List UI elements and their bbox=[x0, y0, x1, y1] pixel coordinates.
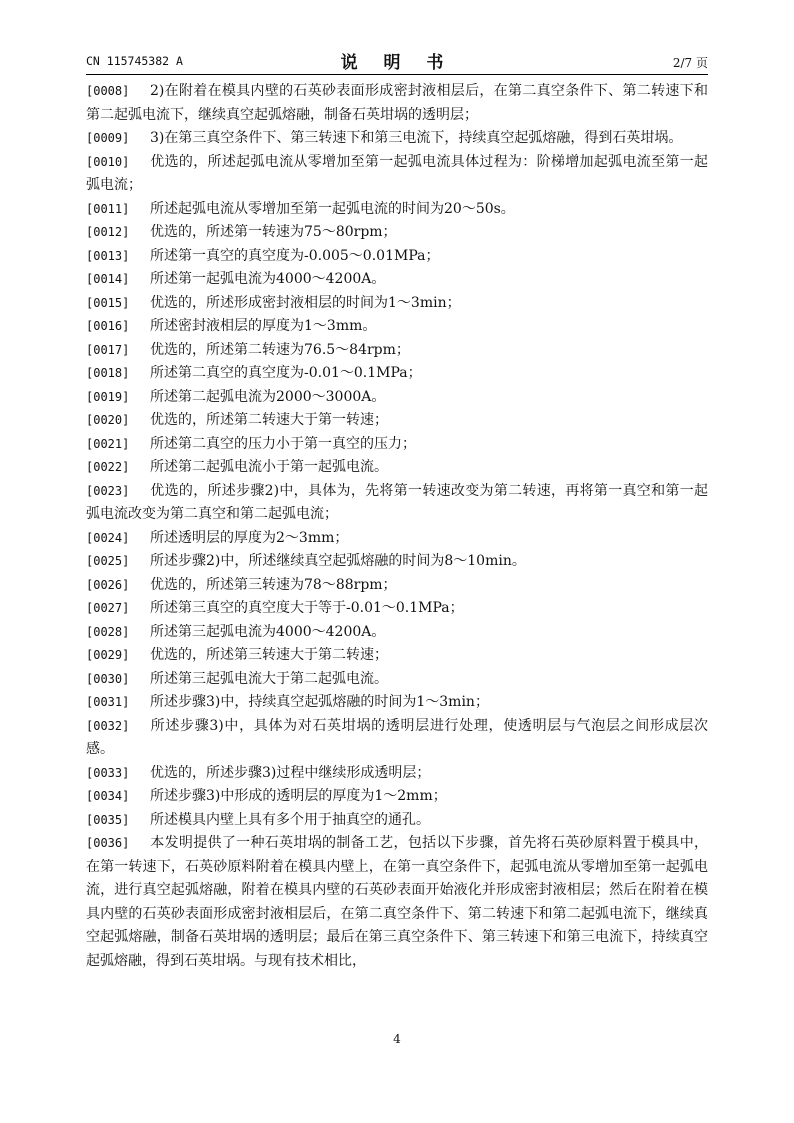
paragraph-text: 所述第三起弧电流为4000～4200A。 bbox=[150, 623, 386, 640]
paragraph-number: [0033] bbox=[86, 765, 130, 780]
paragraph-text: 所述起弧电流从零增加至第一起弧电流的时间为20～50s。 bbox=[150, 200, 515, 217]
page-number: 4 bbox=[393, 1032, 401, 1046]
paragraph bbox=[86, 339, 708, 363]
paragraph bbox=[86, 480, 708, 527]
document-body bbox=[86, 80, 708, 973]
paragraph-text: 所述第二起弧电流小于第一起弧电流。 bbox=[150, 459, 388, 475]
document-title: 说 明 书 bbox=[340, 53, 454, 73]
paragraph bbox=[86, 809, 708, 833]
paragraph bbox=[86, 80, 708, 127]
paragraph-number: [0010] bbox=[86, 154, 130, 169]
paragraph-number: [0020] bbox=[86, 413, 130, 427]
paragraph-number: [0023] bbox=[86, 483, 130, 498]
header-rule bbox=[86, 74, 708, 75]
paragraph-text: 所述第二起弧电流为2000～3000A。 bbox=[150, 388, 386, 405]
paragraph-number: [0029] bbox=[86, 648, 130, 662]
paragraph-number: [0032] bbox=[86, 718, 130, 733]
paragraph-text: 所述第一真空的真空度为-0.005～0.01MPa； bbox=[150, 247, 440, 264]
paragraph bbox=[86, 550, 708, 574]
paragraph bbox=[86, 386, 708, 410]
paragraph-text: 优选的，所述第三转速大于第二转速； bbox=[150, 647, 388, 663]
paragraph-text: 所述步骤3)中，持续真空起弧熔融的时间为1～3min； bbox=[150, 694, 489, 710]
paragraph-text: 优选的，所述步骤3)过程中继续形成透明层； bbox=[150, 764, 431, 781]
paragraph bbox=[86, 785, 708, 809]
paragraph-text: 2)在附着在模具内壁的石英砂表面形成密封液相层后，在第二真空条件下、第二转速下和第二起弧电流下，继续真空起弧熔融，制备石英坩埚的透明层； bbox=[86, 83, 708, 123]
paragraph-number: [0024] bbox=[86, 530, 130, 545]
paragraph bbox=[86, 621, 708, 645]
paragraph bbox=[86, 433, 708, 457]
paragraph bbox=[86, 292, 708, 316]
paragraph bbox=[86, 362, 708, 386]
paragraph-text: 所述第三起弧电流大于第二起弧电流。 bbox=[150, 670, 388, 687]
paragraph-text: 所述步骤3)中，具体为对石英坩埚的透明层进行处理，使透明层与气泡层之间形成层次感。 bbox=[86, 717, 708, 757]
page-indicator: 2/7 页 bbox=[672, 56, 708, 70]
paragraph-number: [0012] bbox=[86, 225, 130, 239]
paragraph bbox=[86, 409, 708, 433]
paragraph bbox=[86, 127, 708, 151]
paragraph bbox=[86, 198, 708, 222]
paragraph bbox=[86, 268, 708, 292]
paragraph-text: 3)在第三真空条件下、第三转速下和第三电流下，持续真空起弧熔融，得到石英坩埚。 bbox=[150, 130, 683, 146]
paragraph-number: [0018] bbox=[86, 366, 130, 380]
paragraph-number: [0027] bbox=[86, 601, 130, 615]
paragraph-text: 优选的，所述第一转速为75～80rpm； bbox=[150, 224, 397, 240]
paragraph-number: [0036] bbox=[86, 836, 130, 850]
paragraph-text: 所述透明层的厚度为2～3mm； bbox=[150, 529, 349, 546]
paragraph bbox=[86, 762, 708, 786]
paragraph-text: 所述步骤2)中，所述继续真空起弧熔融的时间为8～10min。 bbox=[150, 553, 526, 569]
paragraph-number: [0031] bbox=[86, 695, 130, 709]
patent-number: CN 115745382 A bbox=[86, 54, 183, 68]
paragraph bbox=[86, 245, 708, 269]
paragraph bbox=[86, 715, 708, 762]
paragraph bbox=[86, 151, 708, 198]
paragraph-number: [0015] bbox=[86, 295, 130, 310]
paragraph-number: [0019] bbox=[86, 389, 130, 404]
paragraph-number: [0016] bbox=[86, 319, 130, 333]
paragraph-number: [0034] bbox=[86, 789, 130, 803]
paragraph-text: 优选的，所述形成密封液相层的时间为1～3min； bbox=[150, 294, 461, 311]
paragraph-text: 本发明提供了一种石英坩埚的制备工艺，包括以下步骤，首先将石英砂原料置于模具中，在第一转速下，石英砂原料附着在模具内壁上，在第一真空条件下，起弧电流从零增加至第一起弧电流，进行真空起弧熔融，附着在模具内壁的石英砂表面开始液化并形成密封液相层；然后在附着在模具内壁的石英砂表面形成密封液相层后，在第二真空条件下、第二转速下和第二起弧电流下，继续真空起弧熔融，制备石英坩埚的透明层；最后在第三真空条件下、第三转速下和第三电流下，持续真空起弧熔融，得到石英坩埚。与现有技术相比， bbox=[86, 835, 708, 969]
paragraph bbox=[86, 315, 708, 339]
paragraph-number: [0011] bbox=[86, 201, 130, 216]
paragraph-number: [0026] bbox=[86, 577, 130, 592]
page-header bbox=[86, 48, 708, 72]
paragraph-number: [0022] bbox=[86, 460, 130, 474]
paragraph-number: [0025] bbox=[86, 554, 130, 568]
paragraph-text: 所述第二真空的压力小于第一真空的压力； bbox=[150, 435, 416, 452]
paragraph-text: 优选的，所述起弧电流从零增加至第一起弧电流具体过程为：阶梯增加起弧电流至第一起弧电流； bbox=[86, 153, 708, 193]
paragraph-text: 优选的，所述第二转速为76.5～84rpm； bbox=[150, 341, 410, 358]
paragraph-number: [0021] bbox=[86, 436, 130, 451]
paragraph bbox=[86, 644, 708, 668]
paragraph-text: 所述密封液相层的厚度为1～3mm。 bbox=[150, 318, 377, 334]
paragraph-text: 优选的，所述第二转速大于第一转速； bbox=[150, 412, 388, 428]
paragraph-text: 所述第一起弧电流为4000～4200A。 bbox=[150, 271, 386, 287]
paragraph bbox=[86, 527, 708, 551]
paragraph bbox=[86, 691, 708, 715]
paragraph-text: 所述模具内壁上具有多个用于抽真空的通孔。 bbox=[150, 811, 430, 828]
paragraph-text: 优选的，所述第三转速为78～88rpm； bbox=[150, 576, 397, 593]
paragraph-number: [0013] bbox=[86, 248, 130, 263]
paragraph bbox=[86, 597, 708, 621]
paragraph bbox=[86, 668, 708, 692]
paragraph bbox=[86, 456, 708, 480]
paragraph-text: 所述第三真空的真空度大于等于-0.01～0.1MPa； bbox=[150, 600, 464, 616]
paragraph bbox=[86, 574, 708, 598]
paragraph-number: [0008] bbox=[86, 84, 130, 98]
paragraph-number: [0017] bbox=[86, 342, 130, 357]
paragraph bbox=[86, 221, 708, 245]
paragraph-text: 所述步骤3)中形成的透明层的厚度为1～2mm； bbox=[150, 788, 447, 804]
paragraph bbox=[86, 832, 708, 973]
paragraph-number: [0028] bbox=[86, 624, 130, 639]
paragraph-number: [0014] bbox=[86, 272, 130, 286]
paragraph-number: [0035] bbox=[86, 812, 130, 827]
paragraph-text: 优选的，所述步骤2)中，具体为，先将第一转速改变为第二转速，再将第一真空和第一起弧电流改变为第二真空和第二起弧电流； bbox=[86, 482, 708, 522]
paragraph-text: 所述第二真空的真空度为-0.01～0.1MPa； bbox=[150, 365, 422, 381]
paragraph-number: [0030] bbox=[86, 671, 130, 686]
paragraph-number: [0009] bbox=[86, 131, 130, 145]
